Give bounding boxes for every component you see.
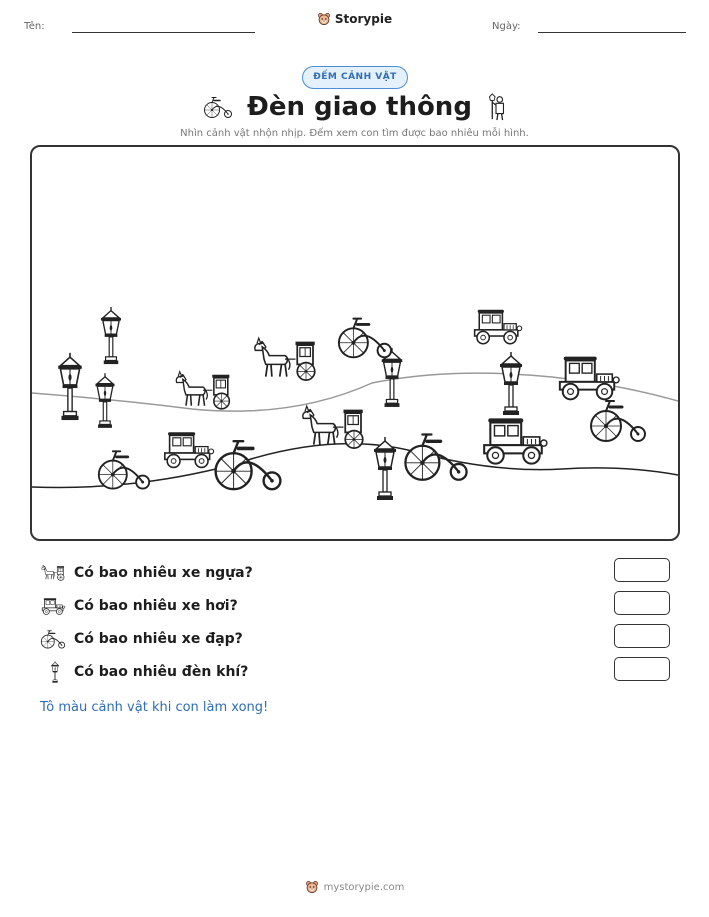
bicycle-icon xyxy=(40,628,66,650)
title-row xyxy=(0,92,709,122)
gas-lamp-icon xyxy=(40,661,66,683)
horse-carriage xyxy=(255,338,315,380)
name-line[interactable] xyxy=(72,32,255,33)
question-row xyxy=(40,627,670,651)
horse-carriage xyxy=(176,372,229,409)
brand-name: Storypie xyxy=(334,12,393,26)
question-row xyxy=(40,660,670,684)
question-text: Có bao nhiêu xe ngựa? xyxy=(74,565,253,581)
answer-box[interactable] xyxy=(614,558,670,582)
bicycle xyxy=(591,401,645,441)
bicycle-icon xyxy=(203,95,233,119)
gas-lamp xyxy=(101,307,121,364)
answer-box[interactable] xyxy=(614,591,670,615)
coloring-note: Tô màu cảnh vật khi con làm xong! xyxy=(40,700,269,715)
bicycle xyxy=(216,441,281,489)
horse-carriage xyxy=(303,406,363,448)
question-text: Có bao nhiêu đèn khí? xyxy=(74,664,249,680)
car xyxy=(484,418,547,463)
bear-icon xyxy=(317,12,331,26)
lamplighter-icon xyxy=(486,93,506,121)
car xyxy=(560,357,619,400)
question-row xyxy=(40,561,670,585)
gas-lamp xyxy=(500,352,522,415)
instructions: Nhìn cảnh vật nhộn nhịp. Đếm xem con tìm được bao nhiêu mỗi hình. xyxy=(180,128,529,139)
question-text: Có bao nhiêu xe hơi? xyxy=(74,598,238,614)
date-label: Ngày: xyxy=(492,21,521,32)
car xyxy=(165,432,214,467)
counting-scene xyxy=(30,145,680,541)
answer-box[interactable] xyxy=(614,657,670,681)
gas-lamp xyxy=(58,353,81,420)
site-url: mystorypie.com xyxy=(323,881,405,893)
site-footer xyxy=(0,880,709,894)
bear-icon xyxy=(305,880,319,894)
date-line[interactable] xyxy=(538,32,686,33)
page-title: Đèn giao thông xyxy=(247,92,472,122)
bicycle xyxy=(405,434,466,479)
brand-logo xyxy=(0,12,709,26)
car xyxy=(475,310,522,344)
bicycle xyxy=(339,319,391,358)
car-icon xyxy=(40,595,66,617)
horse-carriage-icon xyxy=(40,562,66,584)
name-label: Tên: xyxy=(24,21,45,32)
answer-box[interactable] xyxy=(614,624,670,648)
category-badge: ĐẾM CẢNH VẬT xyxy=(302,66,408,89)
bicycle xyxy=(99,451,149,488)
question-row xyxy=(40,594,670,618)
question-text: Có bao nhiêu xe đạp? xyxy=(74,631,243,647)
